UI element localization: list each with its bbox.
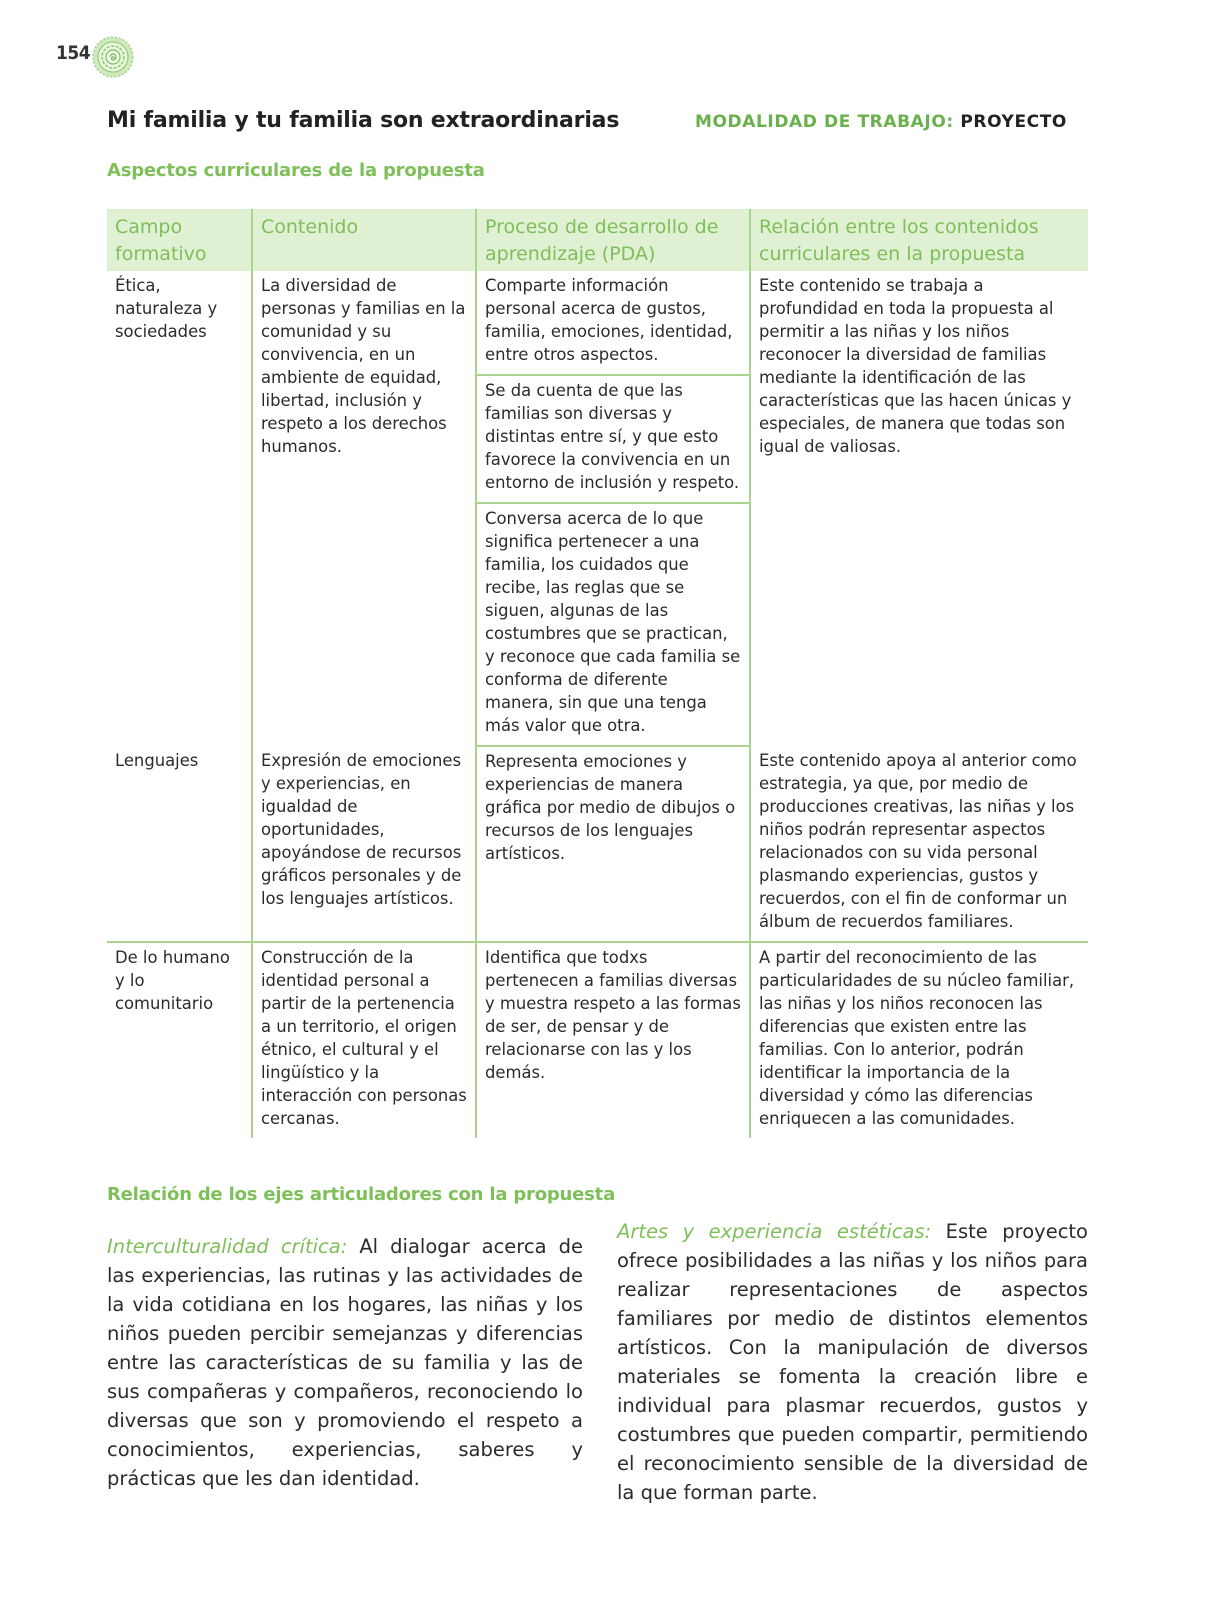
decorative-spiral-icon <box>92 36 134 78</box>
axis-paragraph-interculturalidad <box>107 1232 583 1493</box>
page-number: 154 <box>56 42 91 64</box>
modality-label: MODALIDAD DE TRABAJO: <box>694 112 954 132</box>
table-row <box>107 271 1088 375</box>
cell-campo: Ética, naturaleza y sociedades <box>115 276 218 341</box>
cell-pda: Identifica que todxs pertenecen a familias diversas y muestra respeto a las formas de ser, de pensar y de relacionarse con las y los demás. <box>476 942 750 1138</box>
cell-relacion: A partir del reconocimiento de las particularidades de su núcleo familiar, las niñas y los niños reconocen las diferencias que existen entre las familias. Con lo anterior, podrán identificar la importancia de la diversidad y cómo las diferencias enriquecen a las comunidades. <box>750 942 1088 1138</box>
cell-pda: Comparte información personal acerca de gustos, familia, emociones, identidad, entre otros aspectos. <box>476 271 750 375</box>
cell-contenido: Expresión de emociones y experiencias, en igualdad de oportunidades, apoyándose de recursos gráficos personales y de los lenguajes artísticos. <box>252 746 476 942</box>
table-row <box>107 746 1088 942</box>
page-title: Mi familia y tu familia son extraordinarias <box>107 108 620 133</box>
header-relacion: Relación entre los contenidos curriculares en la propuesta <box>750 209 1088 271</box>
axes-section-title: Relación de los ejes articuladores con la propuesta <box>107 1184 616 1205</box>
axis-lead: Interculturalidad crítica: <box>107 1235 348 1258</box>
table-row <box>107 942 1088 1138</box>
table-header-row <box>107 209 1088 271</box>
cell-pda: Conversa acerca de lo que significa pertenecer a una familia, los cuidados que recibe, las reglas que se siguen, algunas de las costumbres que se practican, y reconoce que cada familia se conforma de diferente manera, sin que una tenga más valor que otra. <box>476 503 750 746</box>
cell-campo: Lenguajes <box>107 746 252 942</box>
cell-pda: Representa emociones y experiencias de manera gráfica por medio de dibujos o recursos de los lenguajes artísticos. <box>476 746 750 942</box>
cell-relacion: Este contenido se trabaja a profundidad en toda la propuesta al permitir a las niñas y los niños reconocer la diversidad de familias mediante la identificación de las características que las hacen únicas y especiales, de manera que todas son igual de valiosas. <box>750 271 1088 746</box>
header-pda: Proceso de desarrollo de aprendizaje (PDA) <box>476 209 750 271</box>
axis-paragraph-artes <box>617 1217 1088 1507</box>
modality-value: PROYECTO <box>960 112 1067 132</box>
header-contenido: Contenido <box>252 209 476 271</box>
section-subtitle: Aspectos curriculares de la propuesta <box>107 160 485 181</box>
axis-text: Al dialogar acerca de las experiencias, las rutinas y las actividades de la vida cotidiana en los hogares, las niñas y los niños pueden percibir semejanzas y diferencias entre las características de su familia y las de sus compañeras y compañeros, reconociendo lo diversas que son y promoviendo el respeto a conocimientos, experiencias, saberes y prácticas que les dan identidad. <box>107 1235 583 1490</box>
work-modality <box>695 112 1067 132</box>
curricular-table <box>107 209 1088 1138</box>
cell-contenido: La diversidad de personas y familias en la comunidad y su convivencia, en un ambiente de equidad, libertad, inclusión y respeto a los derechos humanos. <box>252 271 476 746</box>
axis-lead: Artes y experiencia estéticas: <box>617 1220 932 1243</box>
axis-text: Este proyecto ofrece posibilidades a las niñas y los niños para realizar representaciones de aspectos familiares por medio de distintos elementos artísticos. Con la manipulación de diversos materiales se fomenta la creación libre e individual para plasmar recuerdos, gustos y costumbres que pueden compartir, permitiendo el reconocimiento sensible de la diversidad de la que forman parte. <box>617 1220 1088 1504</box>
cell-pda: Se da cuenta de que las familias son diversas y distintas entre sí, y que esto favorece la convivencia en un entorno de inclusión y respeto. <box>476 375 750 503</box>
cell-campo: De lo humano y lo comunitario <box>115 948 230 1013</box>
cell-contenido: Construcción de la identidad personal a partir de la pertenencia a un territorio, el origen étnico, el cultural y el lingüístico y la interacción con personas cercanas. <box>252 942 476 1138</box>
header-campo: Campo formativo <box>107 209 252 271</box>
cell-relacion: Este contenido apoya al anterior como estrategia, ya que, por medio de producciones creativas, las niñas y los niños podrán representar aspectos relacionados con su vida personal plasmando experiencias, gustos y recuerdos, con el fin de conformar un álbum de recuerdos familiares. <box>750 746 1088 942</box>
